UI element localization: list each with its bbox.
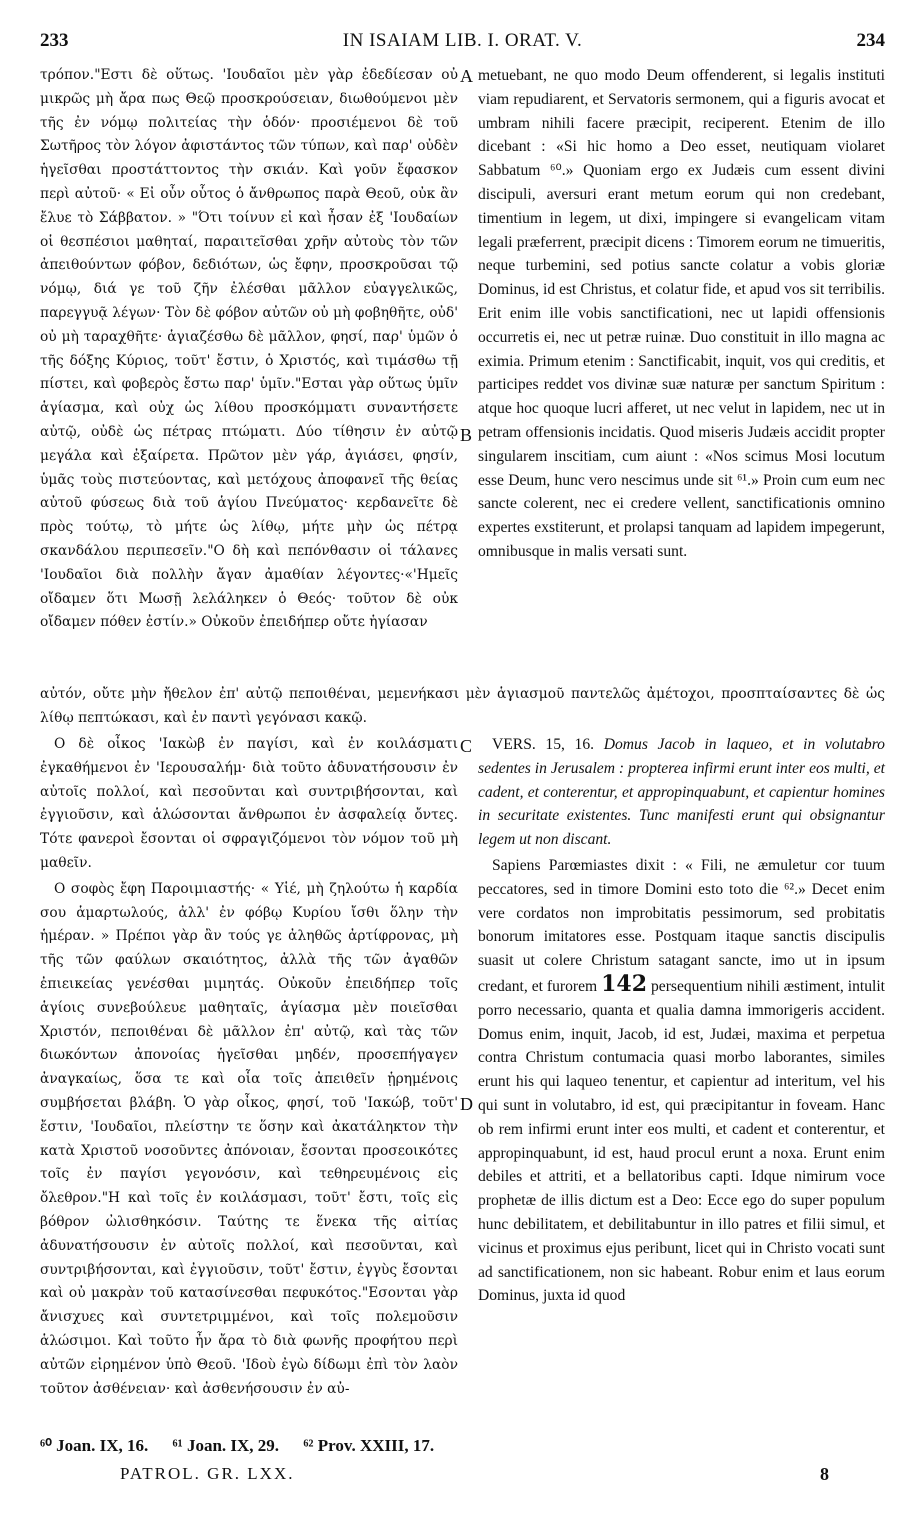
margin-letter-d: D [460, 1094, 473, 1114]
footnote: ⁶² Prov. XXIII, 17. [303, 1436, 435, 1455]
running-title: IN ISAIAM LIB. I. ORAT. V. [342, 30, 583, 51]
margin-letter-a: A [460, 66, 473, 86]
greek-paragraph: Ο σοφὸς ἔφη Παροιμιαστής· « Υἱέ, μὴ ζηλούτω ἡ καρδία σου ἁμαρτωλούς, ἀλλ' ἐν φόβῳ Κυρίου ἴσθι ὅλην τὴν ἡμέραν. » Πρέποι γὰρ ἂν τούς γε ἀληθῶς ἀρτίφρονας, μὴ τῆς τῶν φαύλων σκαιότητος, ἀλλὰ τῆς τῶν ἀγαθῶν ἐπιεικείας γενέσθαι μιμητάς. Οὐκοῦν ἐπειδήπερ τοῖς ἁγίοις συνεβούλευε μαθηταῖς, ἁγίασμα μὲν ποιεῖσθαι Χριστόν, πεποιθέναι δὲ μᾶλλον ἐπ' αὐτῷ, καὶ τὰς τῶν διωκόντων ἀπονοίας ἡγεῖσθαι μηδέν, προσεπήγαγεν ἀναγκαίως, ὅσα τε καὶ οἷα τοῖς ἀπειθεῖν ᾑρημένοις συμβήσεται βλάβη. Ὁ γὰρ οἶκος, φησί, τοῦ 'Ιακώβ, τοῦτ' ἔστιν, 'Ιουδαῖοι, πλείστην τε ὅσην καὶ ἀκατάληκτον τὴν κατὰ Χριστοῦ νοσοῦντες ἀπόνοιαν, ἔσονται προσεοικότες τοῖς ἐν παγίσι γεγονόσιν, καὶ τεθηρευμένοις εἰς ὄλεθρον."Η καὶ τοῖς ἐν κοιλάσμασι, τοῦτ' ἔστι, τοῖς εἰς βόθρον ὠλισθηκόσιν. Ταύτης τε ἕνεκα τῆς αἰτίας ἀδυνατήσουσιν ἐν αὐτοῖς πολλοί, καὶ πεσοῦνται, καὶ συντριβήσονται, καὶ ἐγγιοῦσιν, τοῦτ' ἔστιν, ἐγγὺς ἔσονται καὶ οὐ μακρὰν τοῦ κατασίνεσθαι πεφυκότος."Εσονται γὰρ ἄνισχυες καὶ συντετριμμένοι, καὶ τοῖς πολεμοῦσιν ἁλώσιμοι. Καὶ τοῦτο ἦν ἄρα τὸ διὰ φωνῆς προφήτου περὶ αὐτῶν εἰρημένον ὑπὸ Θεοῦ. 'Ιδοὺ ἐγὼ δίδωμι ἐπὶ τὸν λαὸν τοῦτον ἀσθένειαν· καὶ ἀσθενήσουσιν ἐν αὐ- [40, 880, 458, 1397]
greek-paragraph: τρόπον."Εστι δὲ οὕτως. 'Ιουδαῖοι μὲν γὰρ ἐδεδίεσαν οὐ μικρῶς μὴ ἄρα πως Θεῷ προσκρούσειαν, διωθούμενοι μὲν τῆς ἐν νόμῳ πολιτείας τὴν ὁδόν· προσιέμενοι δὲ τοῦ Σωτῆρος τὸν λόγον ἀφιστάντος τῶν τύπων, καὶ παρ' οὐδὲν ἡγεῖσθαι προστάττοντος τὴν σκιάν. Καὶ γοῦν ἔφασκον περὶ αὐτοῦ· « Εἰ οὖν οὗτος ὁ ἄνθρωπος παρὰ Θεοῦ, οὐκ ἂν ἔλυε τὸ Σάββατον. » "Ότι τοίνυν εἰ καὶ ἦσαν ἐξ 'Ιουδαίων οἱ θεσπέσιοι μαθηταί, παραιτεῖσθαι χρῆν αὐτοὺς τὸν τῶν ἀπειθούντων φόβον, δεδιότων, ὡς ἔφην, προσκροῦσαι τῷ νόμῳ, διά γε τοῦ ζῆν ἐλέσθαι μᾶλλον εὐαγγελικῶς, παρεγγυᾷ λέγων· Τὸν δὲ φόβον αὐτῶν οὐ μὴ φοβηθῆτε, οὐδ' οὐ μὴ ταραχθῆτε· ἁγιαζέσθω δὲ μᾶλλον, φησί, παρ' ὑμῶν ὁ τῆς δόξης Κύριος, τοῦτ' ἔστιν, ὁ Χριστός, καὶ τιμάσθω τῇ πίστει, καὶ φοβερὸς ἔστω παρ' ὑμῖν."Εσται γὰρ οὕτως ὑμῖν ἁγίασμα, καὶ οὐχ ὡς λίθου προσκόμματι συναντήσετε αὐτῷ, οὐδὲ ὡς πέτρας πτώματι. Δύο τίθησιν ἐν αὐτῷ μεγάλα καὶ ἐξαίρετα. Πρῶτον μὲν γάρ, ἁγιάσει, φησίν, ὑμᾶς τοὺς πιστεύοντας, καὶ μετόχους ἀποφανεῖ τῆς θείας αὐτοῦ φύσεως διὰ τοῦ ἁγίου Πνεύματος· κερδανεῖτε δὲ πρὸς τούτῳ, τὸ μήτε ὡς λίθῳ, μήτε μὴν ὡς πέτρᾳ σκανδάλου περιπεσεῖν."Ο δὴ καὶ πεπόνθασιν οἱ τάλανες 'Ιουδαῖοι διὰ πολλὴν ἄγαν ἀμαθίαν λέγοντες·«'Ημεῖς οἴδαμεν ὅτι Μωσῇ λελάληκεν ὁ Θεός· τοῦτον δὲ οὐκ οἴδαμεν πόθεν ἐστίν.» Οὐκοῦν ἐπειδήπερ οὔτε ἡγίασαν [40, 67, 458, 631]
footnote: ⁶⁰ Joan. IX, 16. [40, 1436, 149, 1455]
greek-column-bottom [40, 733, 458, 1403]
latin-column-bottom [478, 733, 885, 1310]
verse-text: Domus Jacob in laqueo, et in volutabro sedentes in Jerusalem : propterea infirmi erunt inter eos multi, et cadent, et conterentur, et appropinquabunt, et capientur homines in securitate existentes. Tunc manifesti erunt qui obsignantur legem ut non discant. [478, 736, 885, 849]
greek-column-top [40, 64, 458, 635]
latin-paragraph [478, 854, 885, 1308]
margin-letter-c: C [460, 736, 473, 756]
page-number-left: 233 [40, 30, 69, 51]
signature-line: PATROL. GR. LXX. [120, 1464, 295, 1483]
latin-text: Sapiens Parœmiastes dixit : « Fili, ne æmuletur cor tuum peccatores, sed in timore Domini esto toto die ⁶².» Decet enim vere cordatos non improbitatis pessimorum, sed probitatis bonorum imitatores esse. Postquam itaque sanctis discipulis suasit ut colere Christum satagant sancte, imo ut in ipsum credant, et furorem [478, 856, 885, 995]
footnotes [40, 1436, 885, 1456]
latin-text: persequentium nihili æstiment, intulit porro necessario, quanta et qualia damna immorigeris accident. Domus enim, inquit, Jacob, id est, Judæi, maxima et perpetua contra Christum contumacia quasi morbo laborantes, similes erunt his qui laqueo tenentur, et capientur ad interitum, vel his qui sunt in volutabro, id est, qui præcipitantur in foveam. Hanc ob rem infirmi erunt inter eos multi, et cadent et conterentur, et appropinquabunt, id est, haud procul erunt a noxa. Erunt enim debiles et attriti, et a bellatoribus capti. Idque nimirum voce prophetæ de illis dictum est a Deo: Ecce ego do super populum hunc debilitatem, et debilitabuntur in illo patres et filii simul, et vicinus et proximus ejus peribunt, licet qui in Christo vocati sunt ad sanctificationem, non sic habeant. Robur enim et laus eorum Dominus, juxta id quod [478, 977, 885, 1305]
page-number-right: 234 [856, 30, 885, 51]
verse-label: VERS. 15, 16. [492, 736, 595, 753]
greek-spanning-line: αὐτόν, οὔτε μὴν ἤθελον ἐπ' αὐτῷ πεποιθέναι, μεμενήκασι μὲν ἁγιασμοῦ παντελῶς ἀμέτοχοι, προσπταίσαντες δὲ ὡς λίθῳ πεπτώκασι, καὶ ἐν παντὶ γεγόνασι κακῷ. [40, 686, 885, 726]
margin-letter-b: B [460, 425, 473, 445]
latin-column-top [478, 64, 885, 564]
signature-mark: 8 [820, 1464, 829, 1484]
greek-paragraph: Ο δὲ οἶκος 'Ιακὼβ ἐν παγίσι, καὶ ἐν κοιλάσματι ἐγκαθήμενοι ἐν 'Ιερουσαλήμ· διὰ τοῦτο ἀδυνατήσουσιν ἐν αὐτοῖς πολλοί, καὶ πεσοῦνται καὶ συντριβήσονται, καὶ ἐγγιοῦσιν, καὶ ἁλώσονται ἄνθρωποι ἐν ἀσφαλείᾳ ὄντες. Τότε φανεροὶ ἔσονται οἱ σφραγιζόμενοι τὸν νόμον τοῦ μὴ μαθεῖν. [40, 736, 458, 871]
footnote: ⁶¹ Joan. IX, 29. [172, 1436, 280, 1455]
verse-heading [478, 733, 885, 852]
column-number: 142 [601, 970, 648, 997]
latin-paragraph: metuebant, ne quo modo Deum offenderent, si legalis instituti viam repudiarent, et Servatoris sermonem, qui a figuris avocat et umbram nihili facere præcipit, reciperent. Etenim de illo dicebant : «Si hic homo a Deo esset, neutiquam violaret Sabbatum ⁶⁰.» Quoniam ergo ex Judæis cum essent divini discipuli, aversuri erant metum eorum qui non credebant, timentium in legem, ut dixi, impingere si evangelicam vitam legali præferrent, præcipit dicens : Timorem eorum ne timueritis, neque turbemini, sed potius sancte colatur a vobis gloriæ Dominus, id est Christus, et colatur fide, et apud vos sit terribilis. Erit enim ille vobis sanctificationi, nec ut lapidi offensionis occurretis ei, nec ut petræ ruinæ. Duo constituit in illo magna ac eximia. Primum etenim : Sanctificabit, inquit, vos qui creditis, et participes reddet vos divinæ suæ naturæ per sanctum Spiritum : atque hoc quoque lucri afferet, ut nec velut in lapidem, nec ut in petram offensionis incidatis. Quod miseris Judæis accidit propter singularem inscitiam, cum aiunt : «Nos scimus Mosi locutum esse Deum, hunc vero nescimus unde sit ⁶¹.» Proin cum eum nec sancte colerent, nec ei credere vellent, sanctificationis omnino expertes exstiterunt, et prolapsi tanquam ad lapidem impegerunt, omnibusque in malis versati sunt. [478, 67, 885, 560]
page-header [40, 30, 885, 56]
